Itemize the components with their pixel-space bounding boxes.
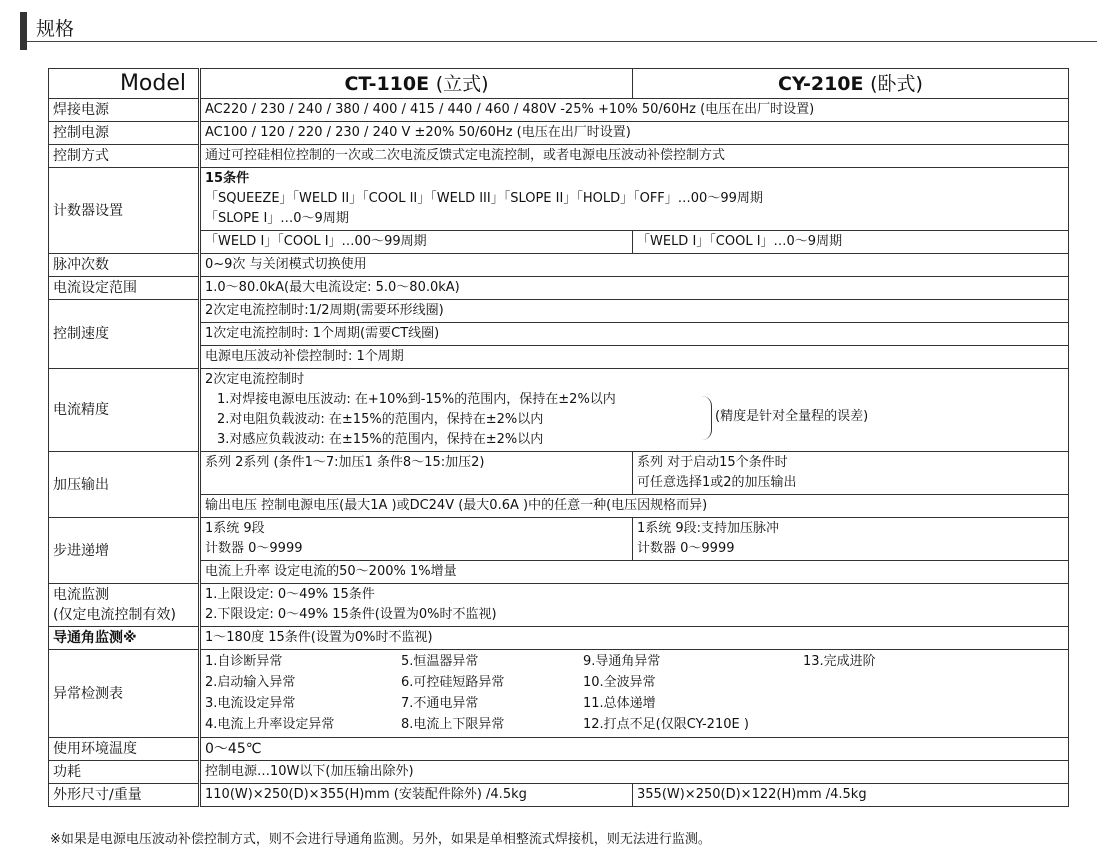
row-ctrl-speed-3 <box>49 346 1069 369</box>
stepper-ct2: 计数器 0〜9999 <box>205 541 303 556</box>
page-title: 规格 <box>36 18 75 40</box>
row-pressure-volt <box>49 495 1069 518</box>
error-item: 10.全波异常 <box>583 675 656 690</box>
monitor-l1: 1.上限设定: 0〜49% 15条件 <box>205 587 375 602</box>
counter-ct: 「WELD I」「COOL I」…00〜99周期 <box>200 231 633 254</box>
model-cy-sub: (卧式) <box>870 72 923 95</box>
stepper-cy <box>633 518 1069 561</box>
error-item: 7.不通电异常 <box>401 696 479 711</box>
error-item: 11.总体递增 <box>583 696 656 711</box>
error-item <box>803 673 1003 693</box>
counter-label: 计数器设置 <box>49 168 200 254</box>
ctrl-power-label: 控制电源 <box>49 122 200 145</box>
row-ctrl-power <box>49 122 1069 145</box>
angle-label: 导通角监测※ <box>49 627 200 650</box>
row-current-range <box>49 277 1069 300</box>
error-item: 13.完成进阶 <box>803 654 876 669</box>
error-item <box>803 715 1003 735</box>
ctrl-speed-l2: 1次定电流控制时: 1个周期(需要CT线圈) <box>200 323 1069 346</box>
row-size <box>49 784 1069 807</box>
ctrl-method-label: 控制方式 <box>49 145 200 168</box>
weld-power-value: AC220 / 230 / 240 / 380 / 400 / 415 / 440 / 460 / 480V -25% +10% 50/60Hz (电压在出厂时设置) <box>200 99 1069 122</box>
size-label: 外形尺寸/重量 <box>49 784 200 807</box>
current-range-value: 1.0〜80.0kA(最大电流设定: 5.0〜80.0kA) <box>200 277 1069 300</box>
row-ctrl-speed-2 <box>49 323 1069 346</box>
row-stepper <box>49 518 1069 561</box>
model-label: Model <box>49 69 200 99</box>
row-counter-models <box>49 231 1069 254</box>
accuracy-l2: 2.对电阻负载波动: 在±15%的范围内，保持在±2%以内 <box>217 412 544 427</box>
ctrl-speed-l3: 电源电压波动补偿控制时: 1个周期 <box>200 346 1069 369</box>
pressure-cy2: 可任意选择1或2的加压输出 <box>637 475 797 490</box>
temp-label: 使用环境温度 <box>49 738 200 761</box>
row-ctrl-speed <box>49 300 1069 323</box>
accuracy-l1: 1.对焊接电源电压波动: 在+10%到-15%的范围内，保持在±2%以内 <box>217 392 616 407</box>
error-item: 8.电流上下限异常 <box>401 717 505 732</box>
header-accent-bar <box>20 12 27 50</box>
errors-value <box>200 650 1069 738</box>
monitor-l2: 2.下限设定: 0〜49% 15条件(设置为0%时不监视) <box>205 607 497 622</box>
stepper-ct <box>200 518 633 561</box>
errors-label: 异常检测表 <box>49 650 200 738</box>
power-value: 控制电源…10W以下(加压输出除外) <box>200 761 1069 784</box>
error-item: 6.可控硅短路异常 <box>401 675 505 690</box>
row-power <box>49 761 1069 784</box>
pulse-label: 脉冲次数 <box>49 254 200 277</box>
spec-table <box>48 68 1069 807</box>
model-ct-name: CT-110E <box>344 72 430 95</box>
weld-power-label: 焊接电源 <box>49 99 200 122</box>
size-ct: 110(W)×250(D)×355(H)mm (安装配件除外) /4.5kg <box>200 784 633 807</box>
pressure-ct: 系列 2系列 (条件1〜7:加压1 条件8〜15:加压2) <box>200 452 633 495</box>
accuracy-block <box>205 370 1064 450</box>
ctrl-speed-l1: 2次定电流控制时:1/2周期(需要环形线圈) <box>200 300 1069 323</box>
error-item <box>803 694 1003 714</box>
accuracy-value <box>200 369 1069 452</box>
row-angle <box>49 627 1069 650</box>
monitor-label1: 电流监测 <box>53 587 109 603</box>
model-cy-name: CY-210E <box>778 72 864 95</box>
stepper-cy1: 1系统 9段:支持加压脉冲 <box>637 521 780 536</box>
model-cy <box>633 69 1069 99</box>
pulse-value: 0~9次 与关闭模式切换使用 <box>200 254 1069 277</box>
footnote: ※如果是电源电压波动补偿控制方式，则不会进行导通角监测。另外，如果是单相整流式焊接机，则无法进行监测。 <box>50 832 711 847</box>
temp-value: 0〜45℃ <box>200 738 1069 761</box>
stepper-ct1: 1系统 9段 <box>205 521 265 536</box>
ctrl-speed-label: 控制速度 <box>49 300 200 369</box>
row-counter <box>49 168 1069 231</box>
ctrl-power-value: AC100 / 120 / 220 / 230 / 240 V ±20% 50/60Hz (电压在出厂时设置) <box>200 122 1069 145</box>
error-item: 12.打点不足(仅限CY-210E ) <box>583 717 749 732</box>
stepper-rise: 电流上升率 设定电流的50〜200% 1%增量 <box>200 561 1069 584</box>
pressure-cy <box>633 452 1069 495</box>
accuracy-brace <box>697 396 712 440</box>
counter-cy: 「WELD I」「COOL I」…0〜9周期 <box>633 231 1069 254</box>
row-pressure <box>49 452 1069 495</box>
row-weld-power <box>49 99 1069 122</box>
row-errors <box>49 650 1069 738</box>
accuracy-note: (精度是针对全量程的误差) <box>715 409 869 424</box>
row-monitor <box>49 584 1069 627</box>
counter-line3: 「SLOPE I」…0〜9周期 <box>205 211 349 226</box>
errors-grid <box>201 652 1068 735</box>
pressure-volt: 输出电压 控制电源电压(最大1A )或DC24V (最大0.6A )中的任意一种(电压因规格而异) <box>200 495 1069 518</box>
current-range-label: 电流设定范围 <box>49 277 200 300</box>
accuracy-l0: 2次定电流控制时 <box>205 372 305 387</box>
accuracy-l3: 3.对感应负载波动: 在±15%的范围内，保持在±2%以内 <box>217 432 544 447</box>
row-pulse <box>49 254 1069 277</box>
angle-value: 1〜180度 15条件(设置为0%时不监视) <box>200 627 1069 650</box>
error-item: 1.自诊断异常 <box>205 654 283 669</box>
size-cy: 355(W)×250(D)×122(H)mm /4.5kg <box>633 784 1069 807</box>
pressure-label: 加压输出 <box>49 452 200 518</box>
error-item: 9.导通角异常 <box>583 654 661 669</box>
error-item: 5.恒温器异常 <box>401 654 479 669</box>
model-ct <box>200 69 633 99</box>
ctrl-method-value: 通过可控硅相位控制的一次或二次电流反馈式定电流控制，或者电源电压波动补偿控制方式 <box>200 145 1069 168</box>
counter-line2: 「SQUEEZE」「WELD II」「COOL II」「WELD III」「SLOPE II」「HOLD」「OFF」…00〜99周期 <box>205 191 763 206</box>
error-item: 4.电流上升率设定异常 <box>205 717 335 732</box>
stepper-cy2: 计数器 0〜9999 <box>637 541 735 556</box>
model-ct-sub: (立式) <box>435 72 489 95</box>
model-row <box>49 69 1069 99</box>
error-item: 3.电流设定异常 <box>205 696 296 711</box>
row-stepper-rise <box>49 561 1069 584</box>
pressure-cy1: 系列 对于启动15个条件时 <box>637 455 788 470</box>
counter-line1: 15条件 <box>205 171 250 186</box>
error-item: 2.启动输入异常 <box>205 675 296 690</box>
counter-common <box>200 168 1069 231</box>
row-ctrl-method <box>49 145 1069 168</box>
row-accuracy <box>49 369 1069 452</box>
header-divider <box>27 41 1097 42</box>
monitor-label <box>49 584 200 627</box>
accuracy-label: 电流精度 <box>49 369 200 452</box>
row-temp <box>49 738 1069 761</box>
monitor-value <box>200 584 1069 627</box>
stepper-label: 步进递增 <box>49 518 200 584</box>
monitor-label2: (仅定电流控制有效) <box>53 607 176 623</box>
power-label: 功耗 <box>49 761 200 784</box>
